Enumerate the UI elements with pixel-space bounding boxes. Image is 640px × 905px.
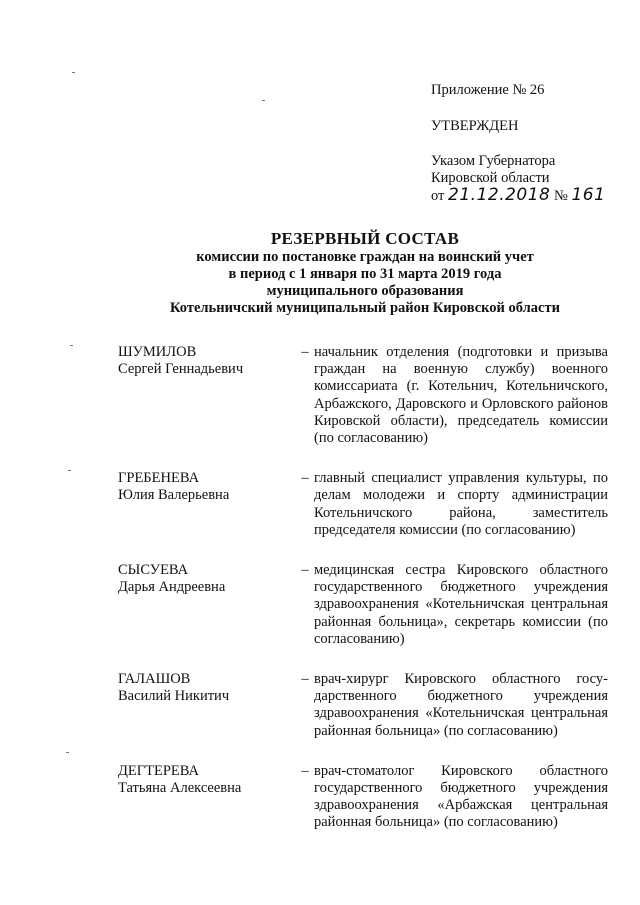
member-given-name: Юлия Валерьевна [118, 487, 230, 504]
approved-label: УТВЕРЖДЕН [431, 118, 519, 134]
member-surname: ДЕГТЕРЕВА [118, 762, 199, 779]
member-row [118, 562, 608, 648]
member-role: начальник отделения (подготовки и призыва граждан на военную службу) военного комиссариата (г. Котельнич, Котельничского, Арбажского, Даровского и Орловского районов Кировской области), председатель комиссии (по согласованию) [314, 344, 608, 447]
member-surname: ГРЕБЕНЕВА [118, 470, 200, 487]
member-row [118, 671, 608, 740]
scan-speck [262, 100, 265, 101]
scan-speck [72, 72, 75, 73]
appendix-number: Приложение № 26 [431, 82, 545, 98]
decree-reference [431, 153, 621, 205]
member-name [118, 562, 296, 648]
member-role: главный специалист управления культуры, по делам молодежи и спорту администрации Котельничского района, заместитель председателя комиссии (по согласованию) [314, 470, 608, 538]
title-main: РЕЗЕРВНЫЙ СОСТАВ [270, 229, 460, 248]
members-list [118, 344, 608, 855]
title-line-5: Котельничский муниципальный район Кировской области [170, 300, 560, 316]
member-row [118, 470, 608, 539]
decree-date: 21.12.2018 [448, 185, 551, 205]
member-given-name: Дарья Андреевна [118, 579, 226, 596]
member-dash: – [301, 344, 309, 360]
member-name [118, 344, 296, 447]
title-line-4: муниципального образования [266, 283, 464, 299]
member-name [118, 470, 296, 539]
decree-date-line [431, 187, 621, 205]
member-dash: – [301, 562, 309, 579]
member-given-name: Татьяна Алексеевна [118, 780, 242, 797]
decree-line-1: Указом Губернатора [431, 153, 556, 169]
date-prefix: от [431, 188, 445, 204]
decree-number: 161 [571, 185, 606, 205]
member-dash: – [301, 470, 309, 487]
member-surname: СЫСУЕВА [118, 562, 189, 579]
title-line-2: комиссии по постановке граждан на воинский учет [196, 249, 534, 265]
member-given-name: Василий Никитич [118, 688, 230, 705]
member-given-name: Сергей Геннадьевич [118, 361, 244, 378]
member-role: медицинская сестра Кировского областного государственного бюджетного учреждения здравоохранения «Котельничская центральная районная больница», секретарь комиссии (по согласованию) [314, 562, 608, 647]
member-surname: ШУМИЛОВ [118, 344, 197, 360]
member-name [118, 763, 296, 832]
member-name [118, 671, 296, 740]
member-role: врач-хирург Кировского областного государственного бюджетного учреждения здравоохранения «Котельничская центральная районная больница» (по согласованию) [314, 671, 608, 739]
approval-header [431, 82, 621, 205]
scan-speck [66, 752, 69, 753]
member-row [118, 344, 608, 447]
number-sign: № [554, 188, 568, 204]
scan-speck [70, 345, 73, 346]
document-title [120, 229, 610, 317]
member-role: врач-стоматолог Кировского областного государственного бюджетного учреждения здравоохранения «Арбажская центральная районная больница» (по согласованию) [314, 762, 608, 831]
member-dash: – [301, 762, 309, 779]
scan-speck [68, 470, 71, 471]
member-row [118, 763, 608, 832]
member-surname: ГАЛАШОВ [118, 671, 191, 688]
decree-line-2: Кировской области [431, 170, 550, 186]
member-dash: – [301, 671, 309, 688]
title-line-3: в период с 1 января по 31 марта 2019 года [228, 266, 502, 282]
